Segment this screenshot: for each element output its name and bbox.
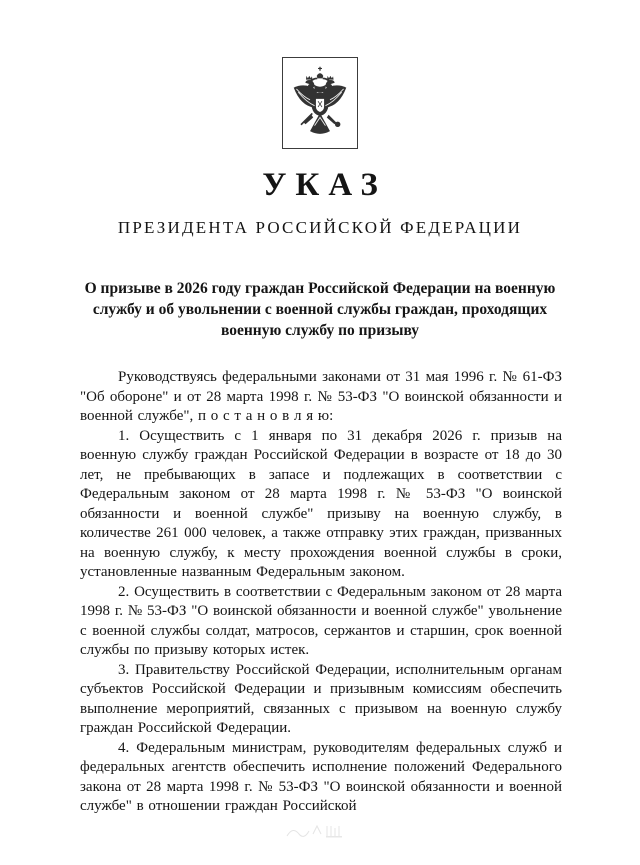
decree-subject-heading: О призыве в 2026 году граждан Российской Федерации на военную службу и об увольнении с военной службы граждан, проходящих военную службу по призыву — [84, 280, 556, 339]
double-eagle-icon — [291, 66, 349, 140]
faint-registration-mark — [283, 816, 353, 847]
document-subtitle: ПРЕЗИДЕНТА РОССИЙСКОЙ ФЕДЕРАЦИИ — [117, 218, 523, 237]
decree-paragraph-preamble: Руководствуясь федеральными законами от 31 мая 1996 г. № 61-ФЗ "Об обороне" и от 28 марта 1998 г. № 53-ФЗ "О воинской обязанности и военной службе", п о с т а н о в л я ю: — [80, 369, 562, 424]
decree-paragraph-item-3: 3. Правительству Российской Федерации, исполнительным органам субъектов Российской Федерации и призывным комиссиям обеспечить выполнение мероприятий, связанных с призывом на военную службу граждан Российской Федерации. — [80, 661, 562, 736]
coat-of-arms — [282, 57, 358, 149]
decree-paragraph-item-4: 4. Федеральным министрам, руководителям федеральных служб и федеральных агентств обеспечить исполнение положений Федерального закона от 28 марта 1998 г. № 53-ФЗ "О воинской обязанности и военной службе" в отношении граждан Российской — [80, 739, 562, 814]
document-title: УКАЗ — [262, 167, 387, 203]
decree-paragraph-item-2: 2. Осуществить в соответствии с Федеральным законом от 28 марта 1998 г. № 53-ФЗ "О воинской обязанности и военной службе" увольнение с военной службы солдат, матросов, сержантов и старшин, срок военной службы по призыву которых истек. — [80, 583, 562, 658]
decree-body — [0, 368, 640, 817]
decree-paragraph-item-1: 1. Осуществить с 1 января по 31 декабря 2026 г. призыв на военную службу граждан Российской Федерации в возрасте от 18 до 30 лет, не пребывающих в запасе и подлежащих в соответствии с Федеральным законом от 28 марта 1998 г. № 53-ФЗ "О воинской обязанности и военной службе" призыву на военную службу, в количестве 261 000 человек, а также отправку этих граждан, призванных на военную службу, к месту прохождения военной службы в сроки, установленные названным Федеральным законом. — [80, 427, 562, 580]
